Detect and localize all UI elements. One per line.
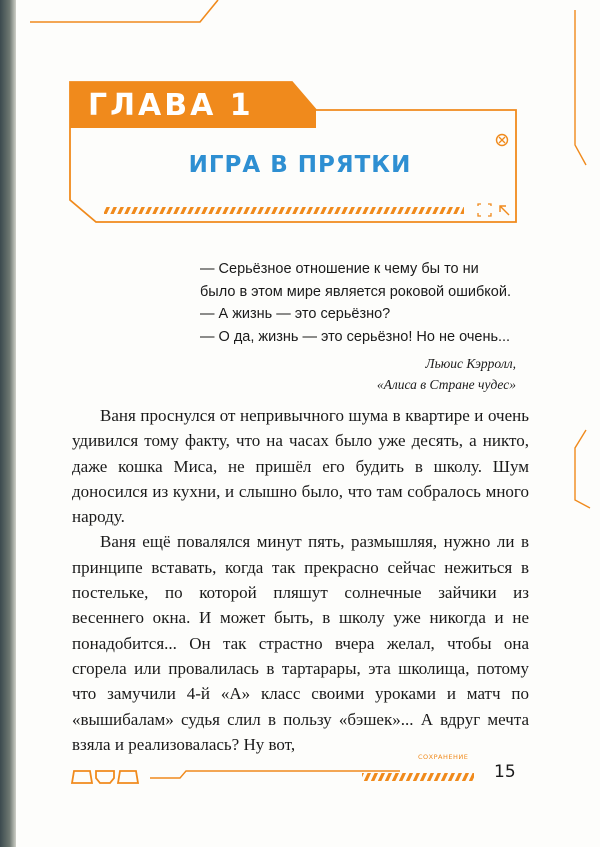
footer-source-label: СОХРАНЕНИЕ xyxy=(418,753,469,761)
right-bracket-top xyxy=(575,10,586,165)
epigraph xyxy=(200,258,530,348)
arrow-icon xyxy=(500,206,509,215)
epigraph-line: было в этом мире является роковой ошибкой. xyxy=(200,283,511,300)
right-bracket-bottom xyxy=(575,430,590,508)
expand-icon xyxy=(478,204,491,216)
top-corner-line xyxy=(30,0,218,22)
body-paragraph: Ваня ещё повалялся минут пять, размышляя, нужно ли в принципе вставать, когда так прекрасно сейчас нежиться в постельке, по которой пляшут солнечные зайчики из весеннего окна. И может быть, в школу уже никогда и не понадобится... Он так страстно вчера желал, чтобы она сгорела или провалилась в тартарары, эта школища, потому что замучили 4-й «А» класс своими уроками и матч по «вышибалам» судья слил в пользу «бэшек»... А вдруг мечта взяла и реализовалась? Ну вот, xyxy=(72,532,529,754)
chapter-body xyxy=(72,403,529,757)
footer-hatch-bar xyxy=(362,773,474,781)
epigraph-author: Льюис Кэрролл, xyxy=(425,356,516,371)
body-paragraph: Ваня проснулся от непривычного шума в квартире и очень удивился тому факту, что на часах было уже десять, а никто, даже кошка Миса, не пришёл его будить в школу. Шум доносился из кухни, и слышно было, что там собралось много народу. xyxy=(72,406,529,527)
epigraph-attribution xyxy=(377,353,516,395)
page-edge-left xyxy=(0,0,16,847)
frame-hatch-bar xyxy=(104,207,464,214)
epigraph-line: — А жизнь — это серьёзно? xyxy=(200,306,391,322)
close-icon xyxy=(497,135,508,146)
epigraph-line: — О да, жизнь — это серьёзно! Но не очень... xyxy=(200,328,511,345)
page-number: 15 xyxy=(494,762,516,782)
chapter-label: ГЛАВА 1 xyxy=(88,88,254,123)
epigraph-line: — Серьёзное отношение к чему бы то ни xyxy=(200,261,479,277)
epigraph-work: «Алиса в Стране чудес» xyxy=(376,377,516,392)
footer-shapes xyxy=(72,771,138,783)
chapter-title: ИГРА В ПРЯТКИ xyxy=(188,152,412,178)
